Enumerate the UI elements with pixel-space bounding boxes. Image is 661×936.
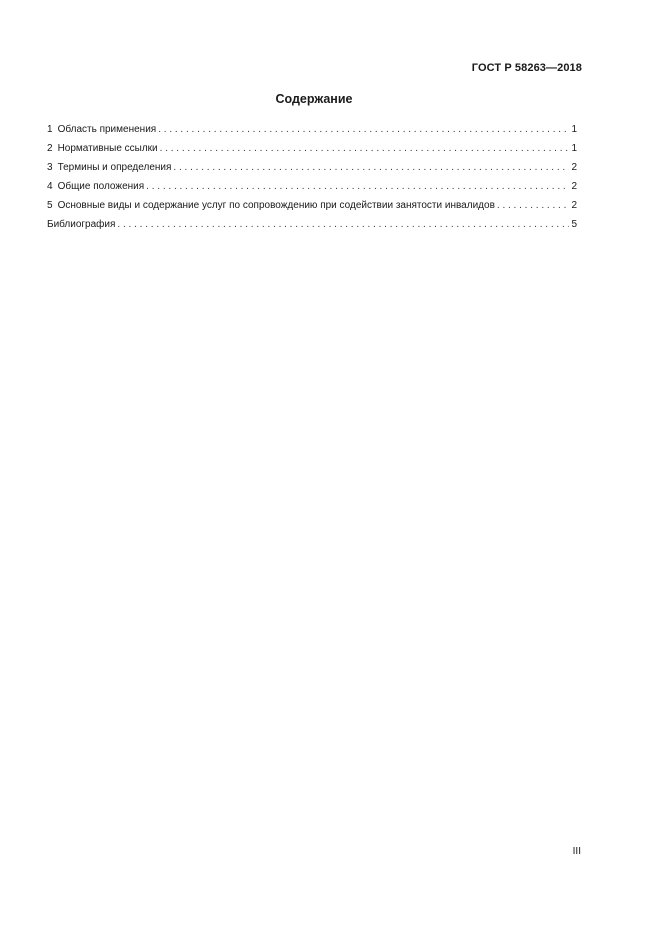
toc-entry-title[interactable]: Библиография xyxy=(47,219,116,230)
toc-entry-page: 2 xyxy=(571,200,577,211)
toc-entry-page: 1 xyxy=(571,143,577,154)
page-title: Содержание xyxy=(275,92,353,106)
toc-entry-scope[interactable] xyxy=(47,120,577,139)
toc-entry-title[interactable]: Основные виды и содержание услуг по сопровождению при содействии занятости инвалидов xyxy=(57,200,495,211)
toc-entry-title[interactable]: Термины и определения xyxy=(57,162,172,173)
toc-entry-page: 2 xyxy=(571,181,577,192)
table-of-contents xyxy=(47,120,577,234)
toc-entry-title[interactable]: Нормативные ссылки xyxy=(57,143,158,154)
toc-entry-normative-references[interactable] xyxy=(47,139,577,158)
toc-entry-number: 3 xyxy=(47,162,53,173)
toc-entry-terms-definitions[interactable] xyxy=(47,158,577,177)
toc-entry-number: 5 xyxy=(47,200,53,211)
toc-entry-service-types[interactable] xyxy=(47,196,577,215)
page-number: III xyxy=(572,846,581,857)
toc-entry-number: 1 xyxy=(47,124,53,135)
toc-dot-leader xyxy=(117,215,569,234)
toc-dot-leader xyxy=(158,120,569,139)
toc-entry-bibliography[interactable] xyxy=(47,215,577,234)
toc-dot-leader xyxy=(173,158,569,177)
toc-entry-page: 5 xyxy=(571,219,577,230)
toc-dot-leader xyxy=(497,196,570,215)
toc-entry-general-provisions[interactable] xyxy=(47,177,577,196)
document-standard-number: ГОСТ Р 58263—2018 xyxy=(471,62,582,74)
toc-entry-number: 4 xyxy=(47,181,53,192)
toc-entry-number: 2 xyxy=(47,143,53,154)
toc-entry-page: 1 xyxy=(571,124,577,135)
toc-dot-leader xyxy=(146,177,569,196)
toc-dot-leader xyxy=(160,139,570,158)
toc-entry-title[interactable]: Общие положения xyxy=(57,181,145,192)
toc-entry-title[interactable]: Область применения xyxy=(57,124,157,135)
toc-entry-page: 2 xyxy=(571,162,577,173)
